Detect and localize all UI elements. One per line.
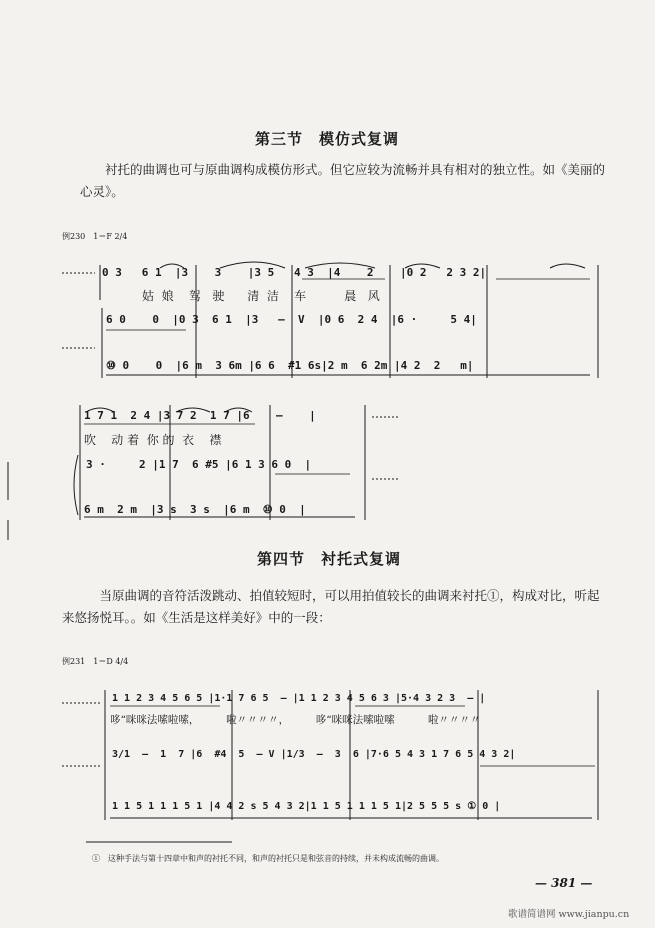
ex230-s1-lyrics: 姑 娘 驾 驶 清 洁 车 晨 风 <box>142 289 380 303</box>
slur <box>225 408 252 412</box>
ex231-s1-melody: 1 1 2 3 4 5 6 5 |1·1 7 6 5 — |1 1 2 3 4 5 6 3 |5·4 3 2 3 — | <box>112 693 486 704</box>
ex230-s2-lyrics: 吹 动 着 你 的 衣 襟 <box>84 433 222 447</box>
slur <box>176 408 210 412</box>
example-231-label: 例231 1＝D 4/4 <box>62 657 129 666</box>
example-230-label: 例230 1＝F 2/4 <box>62 232 128 241</box>
slur <box>305 263 375 268</box>
slur <box>550 264 585 268</box>
page-number: — 381 — <box>535 876 593 890</box>
brace <box>74 455 78 515</box>
ex230-s2-melody: 1 7 1 2 4 |3 7 2 1 7 |6 — | <box>84 409 316 422</box>
section-3-heading: 第三节 模仿式复调 <box>255 130 400 148</box>
ex230-s2-upper: 3 · 2 |1 7 6 #5 |6 1 3 6 0 | <box>86 458 312 471</box>
ex231-s1-upper: 3/1 — 1 7 |6 #4 5 — V |1/3 — 3 6 |7·6 5 4 3 1 7 6 5 4 3 2| <box>112 749 516 760</box>
ex231-s1-lower: 1 1 5 1 1 1 5 1 |4 4 2 s 5 4 3 2|1 1 5 1 1 1 5 1|2 5 5 5 s ① 0 | <box>112 801 501 812</box>
slur <box>86 408 114 412</box>
ex230-s1-lower: ⑩ 0 0 |6 m 3 6m |6 6 #1 6s|2 m 6 2m |4 2 2 m| <box>106 359 474 372</box>
slur <box>220 262 285 268</box>
section-4-paragraph: 当原曲调的音符活泼跳动、拍值较短时，可以用拍值较长的曲调来衬托①，构成对比，听起来悠扬悦耳。。如《生活是这样美好》中的一段： <box>62 588 600 625</box>
section-3-paragraph: 衬托的曲调也可与原曲调构成模仿形式。但它应较为流畅并具有相对的独立性。如《美丽的心灵》。 <box>80 162 606 199</box>
section-4-heading: 第四节 衬托式复调 <box>257 550 402 568</box>
slur <box>405 264 440 268</box>
ex230-s2-lower: 6 m 2 m |3 s 3 s |6 m ⑩ 0 | <box>84 503 306 516</box>
ex230-s1-upper: 6 0 0 |0 3 6 1 |3 — V |0 6 2 4 |6 · 5 4| <box>106 313 477 326</box>
ex231-s1-lyrics: 哆“咪咪法嗦啦嗦， 啦〃〃〃〃， 哆“咪咪法嗦啦嗦 啦〃〃〃〃 <box>110 714 481 726</box>
footnote: ① 这种手法与第十四章中和声的衬托不同，和声的衬托只是和弦音的持续，并未构成流畅的曲调。 <box>92 854 444 863</box>
ex230-s1-melody: 0 3 6 1 |3 3 |3 5 4 3 |4 2 |0 2 2 3 2| <box>102 266 487 279</box>
slur <box>160 264 184 268</box>
watermark: 歌谱简谱网 www.jianpu.cn <box>508 909 630 920</box>
